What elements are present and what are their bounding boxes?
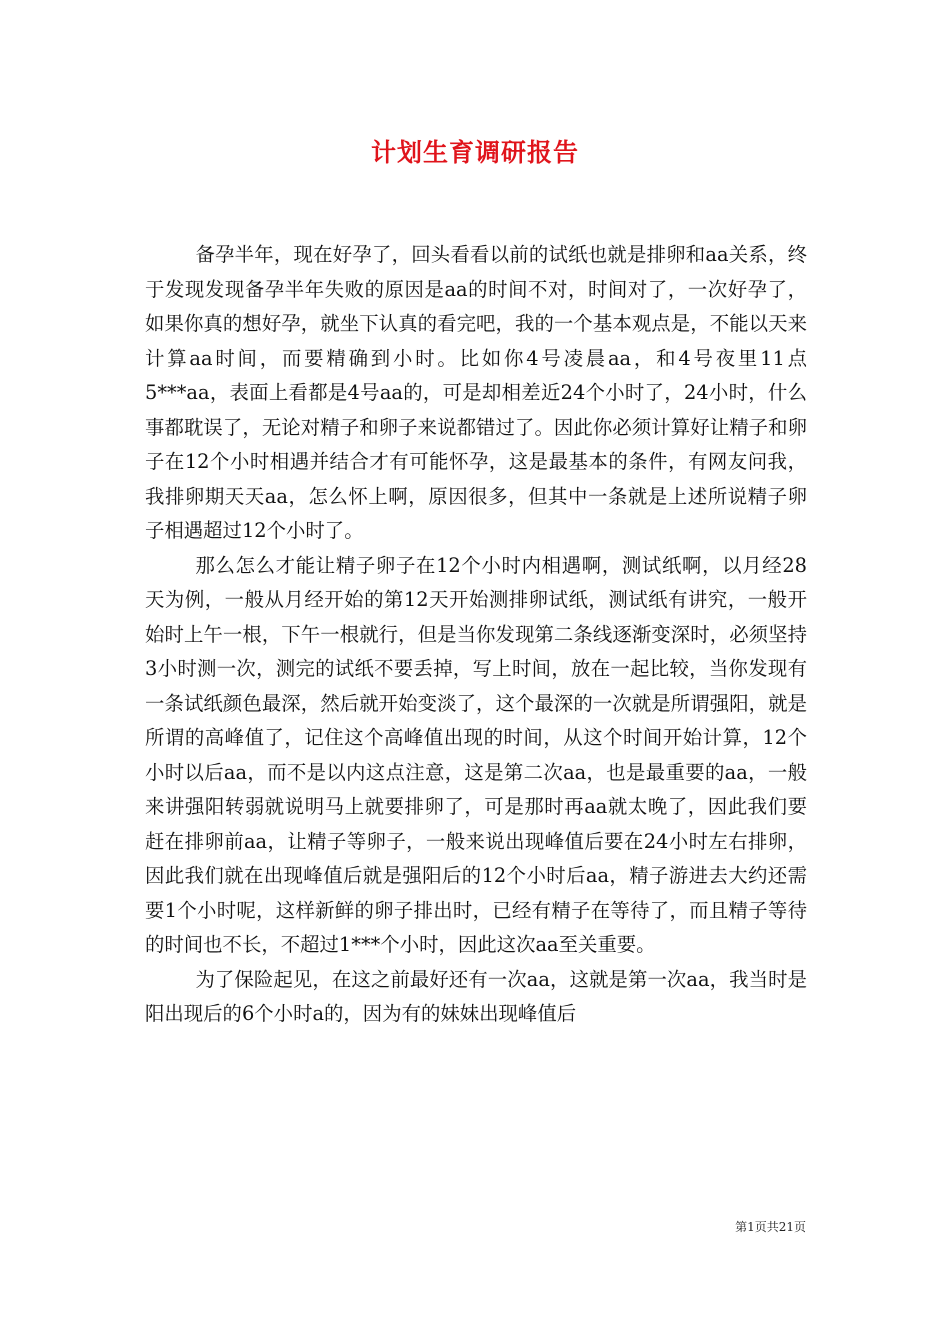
page-number: 第1页共21页 [735,1220,806,1234]
paragraph-3: 为了保险起见，在这之前最好还有一次aa，这就是第一次aa，我当时是阳出现后的6个小时a的，因为有的妹妹出现峰值后 [145,967,807,1025]
paragraph-2: 那么怎么才能让精子卵子在12个小时内相遇啊，测试纸啊，以月经28天为例，一般从月经开始的第12天开始测排卵试纸，测试纸有讲究，一般开始时上午一根，下午一根就行，但是当你发现第二条线逐渐变深时，必须坚持3小时测一次，测完的试纸不要丢掉，写上时间，放在一起比较，当你发现有一条试纸颜色最深，然后就开始变淡了，这个最深的一次就是所谓强阳，就是所谓的高峰值了，记住这个高峰值出现的时间，从这个时间开始计算，12个小时以后aa，而不是以内这点注意，这是第二次aa，也是最重要的aa，一般来讲强阳转弱就说明马上就要排卵了，可是那时再aa就太晚了，因此我们要赶在排卵前aa，让精子等卵子，一般来说出现峰值后要在24小时左右排卵，因此我们就在出现峰值后就是强阳后的12个小时后aa，精子游进去大约还需要1个小时呢，这样新鲜的卵子排出时，已经有精子在等待了，而且精子等待的时间也不长，不超过1***个小时，因此这次aa至关重要。 [145,553,807,956]
paragraph-1: 备孕半年，现在好孕了，回头看看以前的试纸也就是排卵和aa关系，终于发现发现备孕半年失败的原因是aa的时间不对，时间对了，一次好孕了，如果你真的想好孕，就坐下认真的看完吧，我的一个基本观点是，不能以天来计算aa时间，而要精确到小时。比如你4号凌晨aa，和4号夜里11点5***aa，表面上看都是4号aa的，可是却相差近24个小时了，24小时，什么事都耽误了，无论对精子和卵子来说都错过了。因此你必须计算好让精子和卵子在12个小时相遇并结合才有可能怀孕，这是最基本的条件，有网友问我，我排卵期天天aa，怎么怀上啊，原因很多，但其中一条就是上述所说精子卵子相遇超过12个小时了。 [145,243,807,542]
document-body [145,238,807,1032]
document-title: 计划生育调研报告 [370,138,579,167]
